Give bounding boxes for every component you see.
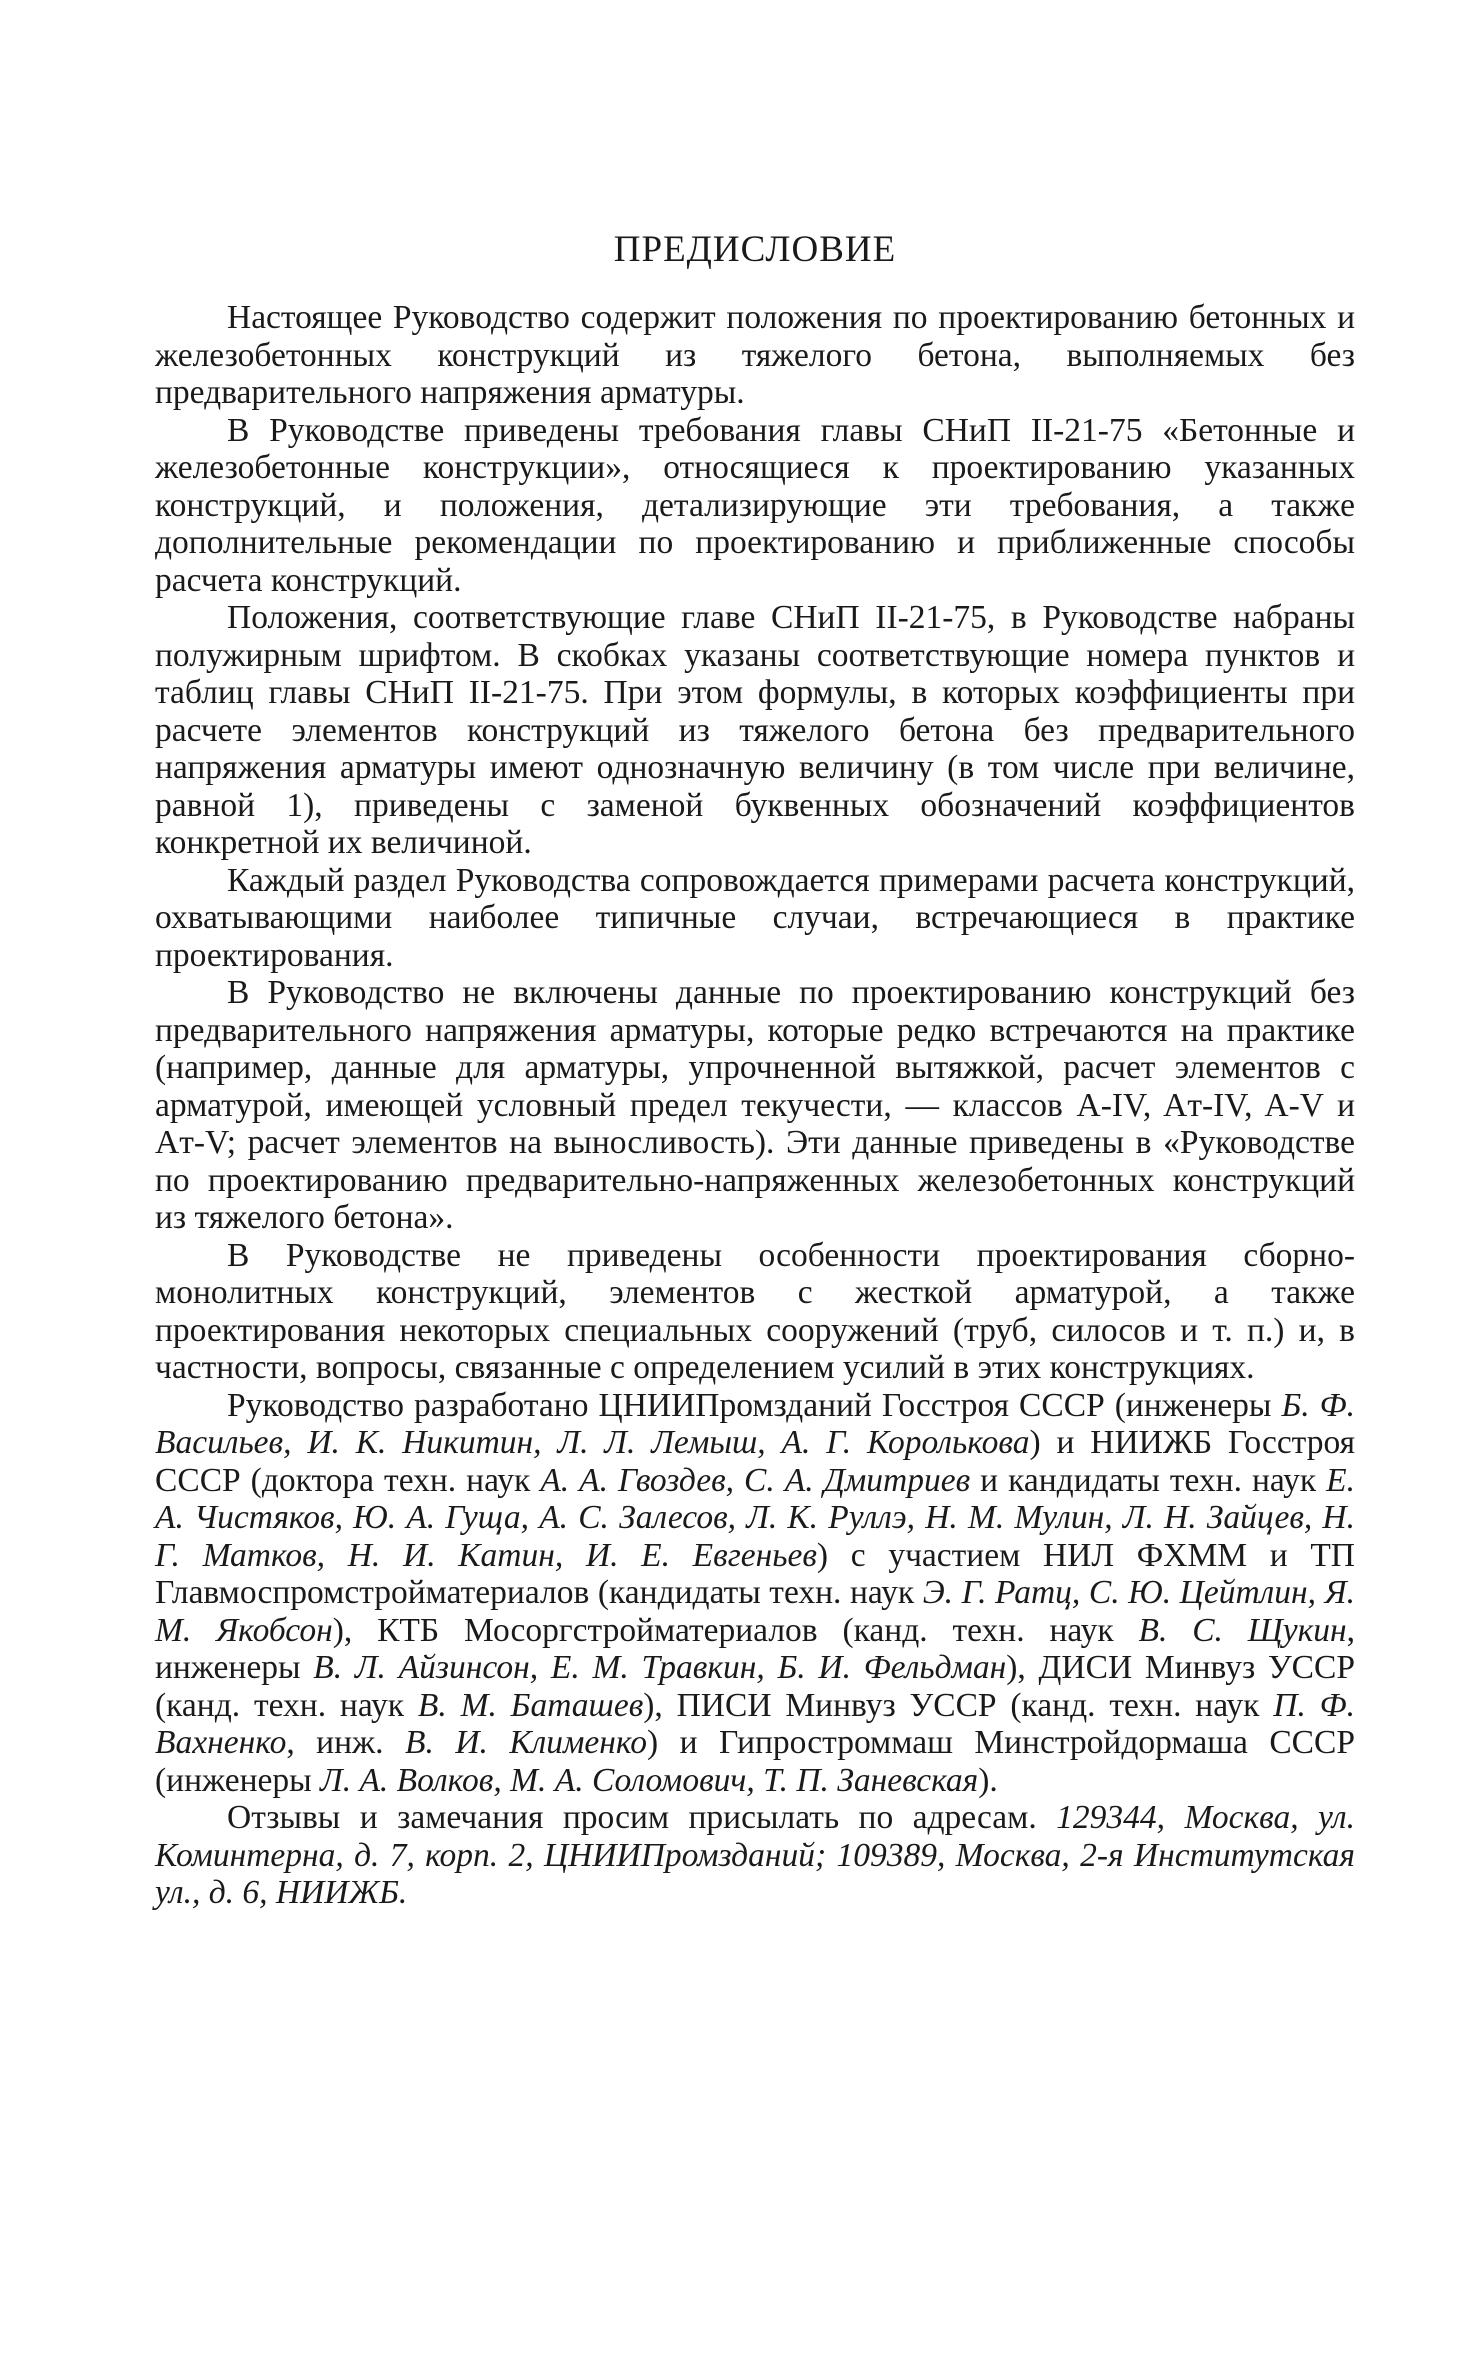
italic-run: Л. А. Волков, М. А. Соломович, Т. П. Заневская (320, 1761, 979, 1799)
paragraph (155, 974, 1355, 1237)
text-run: ). (978, 1761, 998, 1799)
text-run: В Руководстве приведены требования главы СНиП II-21-75 «Бетонные и железобетонные конструкции», относящиеся к проектированию указанных конструкций, и положения, детализирующие эти требования, а также дополнительные рекомендации по проектированию и приближенные способы расчета конструкций. (155, 411, 1355, 599)
italic-run: 129344, Москва, ул. Коминтерна, д. 7, корп. 2, ЦНИИПромзданий; 109389, Москва, 2-я Институтская ул., д. 6, НИИЖБ. (155, 1799, 1355, 1911)
text-run: ) и НИИЖБ Госстроя СССР (доктора техн. наук (155, 1424, 1356, 1499)
text-run: Отзывы и замечания просим присылать по адресам. (227, 1799, 1057, 1836)
text-run: Каждый раздел Руководства сопровождается примерами расчета конструкций, охватывающими наиболее типичные случаи, встречающиеся в практике проектирования. (155, 861, 1355, 974)
italic-run: В. Л. Айзинсон, Е. М. Травкин, Б. И. Фельдман (313, 1649, 1007, 1686)
paragraph (155, 299, 1355, 412)
italic-run: А. А. Гвоздев, С. А. Дмитриев (540, 1461, 971, 1499)
paragraph (155, 1387, 1355, 1800)
text-run: Руководство разработано ЦНИИПромзданий Госстроя СССР (инженеры (227, 1386, 1282, 1424)
paragraph (155, 412, 1355, 600)
italic-run: Е. А. Чистяков, Ю. А. Гуща, А. С. Залесов, Л. К. Руллэ, Н. М. Мулин, Л. Н. Зайцев, Н. Г. Матков, Н. И. Катин, И. Е. Евгеньев (155, 1461, 1355, 1574)
text-run: ) с участием НИЛ ФХММ и ТП Главмоспромстройматериалов (кандидаты техн. наук (155, 1536, 1355, 1611)
text-run: В Руководство не включены данные по проектированию конструкций без предварительного напряжения арматуры, которые редко встречаются на практике (например, данные для арматуры, упрочненной вытяжкой, расчет элементов с арматурой, имеющей условный предел текучести, — классов A-IV, Aт-IV, A-V и Aт-V; расчет элементов на выносливость). Эти данные приведены в «Руководстве по проектированию предварительно-напряженных железобетонных конструкций из тяжелого бетона». (155, 974, 1355, 1236)
text-run: , инж. (286, 1724, 406, 1761)
text-run: и кандидаты техн. наук (970, 1461, 1327, 1499)
paragraph (155, 1237, 1355, 1387)
text-run: В Руководстве не приведены особенности проектирования сборно-монолитных конструкций, элементов с жесткой арматурой, а также проектирования некоторых специальных сооружений (труб, силосов и т. п.) и, в частности, вопросы, связанные с определением усилий в этих конструкциях. (155, 1236, 1355, 1386)
italic-run: П. Ф. Вахненко (155, 1686, 1355, 1761)
text-run: ), КТБ Мосоргстройматериалов (канд. техн. наук (332, 1611, 1139, 1649)
document-page (155, 200, 1355, 1912)
paragraph (155, 862, 1355, 975)
text-run: ), ПИСИ Минвуз УССР (канд. техн. наук (643, 1686, 1274, 1724)
page-title: ПРЕДИСЛОВИЕ (613, 229, 897, 270)
italic-run: Б. Ф. Васильев, И. К. Никитин, Л. Л. Лемыш, А. Г. Королькова (155, 1386, 1355, 1461)
italic-run: Э. Г. Ратц, С. Ю. Цейтлин, Я. М. Якобсон (155, 1574, 1355, 1649)
text-run: ), ДИСИ Минвуз УССР (канд. техн. наук (155, 1649, 1355, 1724)
paragraph (155, 1799, 1355, 1912)
text-run: Настоящее Руководство содержит положения по проектированию бетонных и железобетонных конструкций из тяжелого бетона, выполняемых без предварительного напряжения арматуры. (155, 299, 1355, 411)
text-run: ) и Гипростроммаш Минстройдормаша СССР (инженеры (155, 1724, 1355, 1799)
text-run: , инженеры (155, 1611, 1356, 1686)
italic-run: В. С. Щукин (1138, 1611, 1347, 1649)
italic-run: В. М. Баташев (417, 1686, 644, 1724)
italic-run: В. И. Клименко (405, 1724, 647, 1761)
paragraph (155, 599, 1355, 862)
body-text (155, 299, 1355, 1912)
text-run: Положения, соответствующие главе СНиП II-21-75, в Руководстве набраны полужирным шрифтом. В скобках указаны соответствующие номера пунктов и таблиц главы СНиП II-21-75. При этом формулы, в которых коэффициенты при расчете элементов конструкций из тяжелого бетона без предварительного напряжения арматуры имеют однозначную величину (в том числе при величине, равной 1), приведены с заменой буквенных обозначений коэффициентов конкретной их величиной. (155, 599, 1355, 861)
